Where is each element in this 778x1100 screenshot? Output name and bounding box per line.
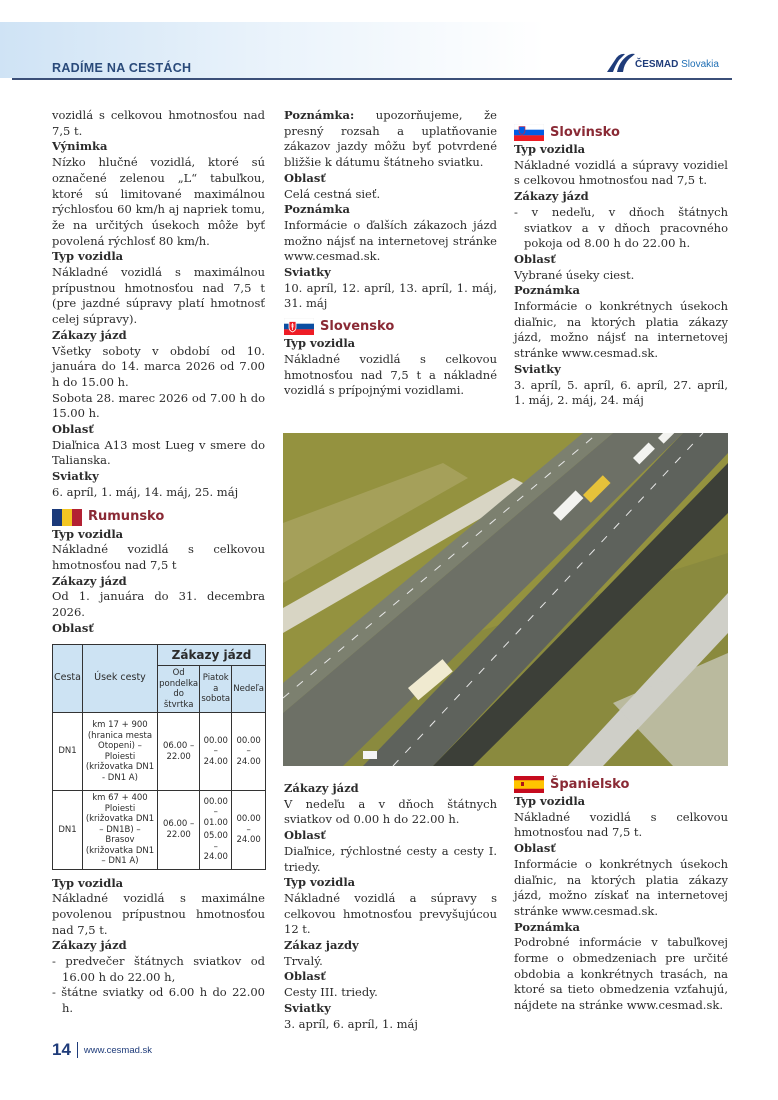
cell-section: km 17 + 900 (hranica mesta Otopeni) – Ploiesti (križovatka DN1 - DN1 A) xyxy=(82,713,157,791)
cesmad-logo xyxy=(605,50,735,76)
note-text: Podrobné informácie v tabuľkovej forme o obmedzeniach pre určité obdobia a konkrétnych trasách, na ktoré sa tieto obmedzenia vzťahujú, nájdete na stránke www.cesmad.sk. xyxy=(514,935,728,1013)
table-row xyxy=(53,713,266,791)
vehicle-type-heading: Typ vozidla xyxy=(284,336,356,351)
logo-sub: Slovakia xyxy=(681,59,719,70)
driving-ban-heading: Zákazy jázd xyxy=(514,189,589,204)
driving-ban-heading-2: Zákaz jazdy xyxy=(284,938,359,953)
note-heading: Poznámka xyxy=(514,283,580,298)
exception-heading: Výnimka xyxy=(52,139,108,154)
note-heading: Poznámka xyxy=(284,202,350,217)
area-heading: Oblasť xyxy=(52,422,94,437)
driving-ban-text: - v nedeľu, v dňoch štátnych sviatkov a v dňoch pracovného pokoja od 8.00 h do 22.00 h. xyxy=(514,204,728,251)
area-heading-2: Oblasť xyxy=(284,969,326,984)
table-header-road: Cesta xyxy=(53,644,83,713)
note-text: upozorňujeme, že presný rozsah a uplatňovanie zákazov jazdy môžu byť potvrdené bližšie k dátumu štátneho sviatku. xyxy=(284,108,497,170)
vehicle-type-heading: Typ vozidla xyxy=(52,249,124,264)
cell-road: DN1 xyxy=(53,713,83,791)
table-row xyxy=(53,791,266,870)
country-name: Slovensko xyxy=(320,318,395,334)
note-text-2: Informácie o ďalších zákazoch jázd možno nájsť na internetovej stránke www.cesmad.sk. xyxy=(284,217,497,264)
section-title: RADÍME NA CESTÁCH xyxy=(52,61,192,75)
holidays-heading: Sviatky xyxy=(514,361,561,376)
table-header-mon-thu: Od pondelka do štvrtka xyxy=(157,666,199,713)
logo-text xyxy=(635,59,719,70)
vehicle-type-text: Nákladné vozidlá s celkovou hmotnosťou nad 7,5 t. xyxy=(514,809,728,840)
country-name: Rumunsko xyxy=(88,509,165,525)
area-heading: Oblasť xyxy=(284,828,326,843)
driving-ban-text-1: Všetky soboty v období od 10. januára do 14. marca 2026 od 7.00 h do 15.00 h. xyxy=(52,343,265,389)
column-2-lower xyxy=(284,781,497,1032)
romania-flag-icon xyxy=(52,509,82,526)
driving-ban-item: - predvečer štátnych sviatkov od 16.00 h do 22.00 h, xyxy=(52,954,265,984)
area-text: Vybrané úseky ciest. xyxy=(514,267,635,282)
cesmad-logo-icon xyxy=(605,50,637,74)
holidays-heading: Sviatky xyxy=(284,1000,331,1015)
vehicle-type-heading: Typ vozidla xyxy=(52,526,124,541)
holidays-text: 6. apríl, 1. máj, 14. máj, 25. máj xyxy=(52,484,239,499)
cell-mon-thu: 06.00 – 22.00 xyxy=(157,713,199,791)
spain-flag-icon xyxy=(514,776,544,793)
area-heading: Oblasť xyxy=(514,251,556,266)
area-text-2: Cesty III. triedy. xyxy=(284,985,378,1000)
note-heading: Poznámka xyxy=(514,919,580,934)
footer-separator xyxy=(77,1042,78,1058)
area-heading: Oblasť xyxy=(514,841,556,856)
column-1 xyxy=(52,108,265,1017)
highway-photo xyxy=(283,433,728,766)
country-heading-slovenia xyxy=(514,124,728,141)
slovenia-flag-icon xyxy=(514,124,544,141)
driving-ban-heading: Zákazy jázd xyxy=(284,781,359,795)
holidays-heading: Sviatky xyxy=(52,469,99,484)
page-footer xyxy=(52,1040,152,1060)
cell-fri-sat: 00.00 – 24.00 xyxy=(200,713,232,791)
table-header-section: Úsek cesty xyxy=(82,644,157,713)
cell-fri-sat-2: 05.00 – 24.00 xyxy=(203,831,228,863)
exception-text: Nízko hlučné vozidlá, ktoré sú označené zelenou „L“ tabuľkou, ktoré sú limitované maximálnou rýchlosťou 60 km/h aj napriek tomu, že na určitých úsekoch môže byť povolená rýchlosť 80 km/h. xyxy=(52,155,265,248)
table-header-group: Zákazy jázd xyxy=(157,644,265,666)
column-3 xyxy=(514,124,728,409)
cell-road: DN1 xyxy=(53,791,83,870)
holidays-text: 3. apríl, 6. apríl, 1. máj xyxy=(284,1016,418,1031)
cell-mon-thu: 06.00 – 22.00 xyxy=(157,791,199,870)
cell-sun: 00.00 – 24.00 xyxy=(232,713,266,791)
area-text: Diaľnice, rýchlostné cesty a cesty I. triedy. xyxy=(284,843,497,874)
header-divider xyxy=(12,78,732,80)
note-paragraph xyxy=(284,108,497,171)
note-label: Poznámka: xyxy=(284,108,355,122)
logo-brand: ČESMAD xyxy=(635,59,679,70)
driving-ban-text-2: Sobota 28. marec 2026 od 7.00 h do 15.00 h. xyxy=(52,390,265,421)
country-heading-romania xyxy=(52,509,265,526)
vehicle-type-text: Nákladné vozidlá a súpravy vozidiel s celkovou hmotnosťou nad 7,5 t. xyxy=(514,157,728,188)
area-text: Informácie o konkrétnych úsekoch diaľnic, na ktorých platia zákazy jázd, možno získať na internetovej stránke www.cesmad.sk. xyxy=(514,856,728,918)
column-2 xyxy=(284,108,497,399)
driving-ban-heading: Zákazy jázd xyxy=(52,573,127,588)
vehicle-type-heading-2: Typ vozidla xyxy=(52,875,124,890)
country-name: Slovinsko xyxy=(550,124,620,140)
intro-text: vozidlá s celkovou hmotnosťou nad 7,5 t. xyxy=(52,108,265,138)
cell-section: km 67 + 400 Ploiesti (križovatka DN1 – DN1B) – Brasov (križovatka DN1 – DN1 A) xyxy=(82,791,157,870)
driving-ban-text: V nedeľu a v dňoch štátnych sviatkov od 0.00 h do 22.00 h. xyxy=(284,796,497,827)
cell-sun: 00.00 – 24.00 xyxy=(232,791,266,870)
driving-ban-item: - štátne sviatky od 6.00 h do 22.00 h. xyxy=(52,985,265,1016)
country-name: Španielsko xyxy=(550,776,630,792)
area-heading: Oblasť xyxy=(284,170,326,185)
note-text: Informácie o konkrétnych úsekoch diaľnic, na ktorých platia zákazy jázd, možno nájsť na internetovej stránke www.cesmad.sk. xyxy=(514,299,728,361)
driving-ban-text-2: Trvalý. xyxy=(284,953,323,968)
table-header-sun: Nedeľa xyxy=(232,666,266,713)
romania-ban-table xyxy=(52,644,266,870)
driving-ban-heading: Zákazy jázd xyxy=(52,327,127,342)
area-heading: Oblasť xyxy=(52,620,94,635)
column-3-lower xyxy=(514,776,728,1014)
footer-url[interactable]: www.cesmad.sk xyxy=(83,1044,153,1056)
holidays-heading: Sviatky xyxy=(284,265,331,280)
highway-aerial-image xyxy=(283,433,728,766)
area-text: Diaľnica A13 most Lueg v smere do Talianska. xyxy=(52,437,265,468)
vehicle-type-text: Nákladné vozidlá s celkovou hmotnosťou nad 7,5 t xyxy=(52,542,265,572)
vehicle-type-heading-2: Typ vozidla xyxy=(284,875,356,890)
holidays-text: 10. apríl, 12. apríl, 13. apríl, 1. máj, 31. máj xyxy=(284,280,497,311)
slovakia-flag-icon xyxy=(284,318,314,335)
cell-fri-sat xyxy=(200,791,232,870)
vehicle-type-text-2: Nákladné vozidlá s maximálne povolenou prípustnou hmotnosťou nad 7,5 t. xyxy=(52,891,265,937)
page-number: 14 xyxy=(52,1040,71,1059)
vehicle-type-text: Nákladné vozidlá s celkovou hmotnosťou nad 7,5 t a nákladné vozidlá s prípojnými vozidlami. xyxy=(284,351,497,398)
cell-fri-sat-1: 00.00 – 01.00 xyxy=(203,796,228,828)
vehicle-type-heading: Typ vozidla xyxy=(514,142,586,156)
vehicle-type-heading: Typ vozidla xyxy=(514,794,586,808)
table-header-fri-sat: Piatok a sobota xyxy=(200,666,232,713)
holidays-text: 3. apríl, 5. apríl, 6. apríl, 27. apríl, 1. máj, 2. máj, 24. máj xyxy=(514,377,728,408)
country-heading-slovakia xyxy=(284,318,497,335)
driving-ban-text: Od 1. januára do 31. decembra 2026. xyxy=(52,589,265,620)
vehicle-type-text-2: Nákladné vozidlá a súpravy s celkovou hmotnosťou prevyšujúcou 12 t. xyxy=(284,890,497,937)
driving-ban-heading-2: Zákazy jázd xyxy=(52,938,127,953)
area-text: Celá cestná sieť. xyxy=(284,186,381,201)
vehicle-type-text: Nákladné vozidlá s maximálnou prípustnou hmotnosťou nad 7,5 t (pre jazdné súpravy platí hmotnosť celej súpravy). xyxy=(52,265,265,327)
country-heading-spain xyxy=(514,776,728,793)
